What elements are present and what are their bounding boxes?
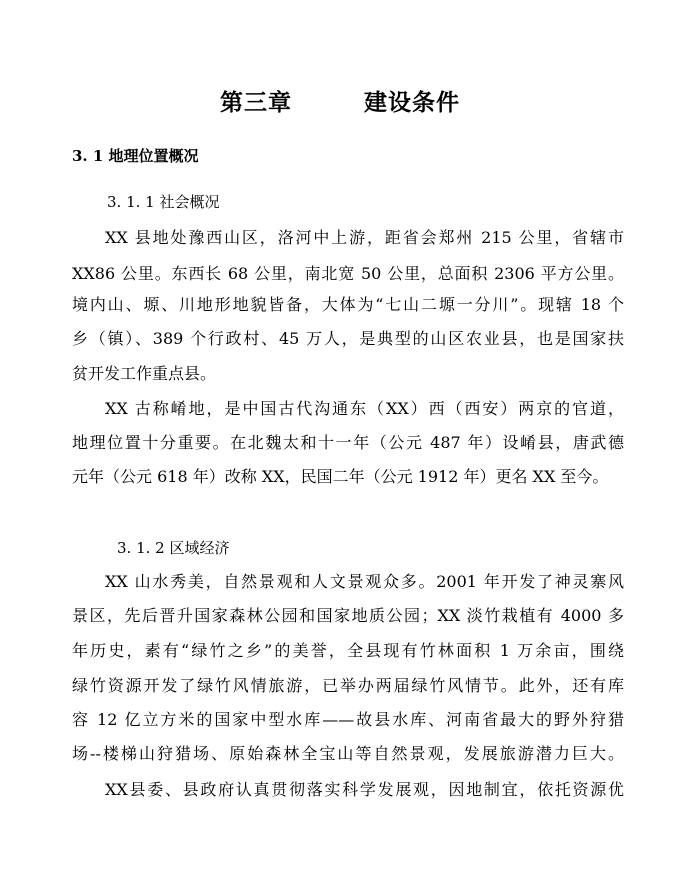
chapter-title: 第三章 建设条件 [220, 89, 460, 116]
paragraph-line: 绿竹资源开发了绿竹风情旅游，已举办两届绿竹风情节。此外，还有库 [72, 676, 624, 695]
paragraph-line: XX86 公里。东西长 68 公里，南北宽 50 公里，总面积 2306 平方公里。 [72, 264, 624, 283]
paragraph-line: 地理位置十分重要。在北魏太和十一年（公元 487 年）设崤县，唐武德 [72, 433, 624, 452]
paragraph-line: 容 12 亿立方米的国家中型水库——故县水库、河南省最大的野外狩猎 [72, 710, 624, 729]
paragraph-line: XX 县地处豫西山区，洛河中上游，距省会郑州 215 公里，省辖市 [105, 228, 624, 247]
paragraph-line: 境内山、塬、川地形地貌皆备，大体为“七山二塬一分川”。现辖 18 个 [72, 295, 624, 314]
paragraph-line: 景区，先后晋升国家森林公园和国家地质公园；XX 淡竹栽植有 4000 多 [72, 606, 624, 625]
paragraph-line: 乡（镇）、389 个行政村、45 万人，是典型的山区农业县，也是国家扶 [72, 329, 624, 348]
subsection-heading-social: 3. 1. 1 社会概况 [107, 193, 220, 211]
paragraph-line: XX 山水秀美，自然景观和人文景观众多。2001 年开发了神灵寨风 [105, 572, 624, 591]
paragraph-line: 元年（公元 618 年）改称 XX，民国二年（公元 1912 年）更名 XX 至今。 [72, 467, 609, 486]
paragraph-line: 场--楼梯山狩猎场、原始森林全宝山等自然景观，发展旅游潜力巨大。 [72, 744, 624, 763]
paragraph-line: 贫开发工作重点县。 [72, 364, 217, 383]
paragraph-line: XX县委、县政府认真贯彻落实科学发展观，因地制宜，依托资源优 [105, 780, 624, 799]
section-heading: 3. 1 地理位置概况 [72, 147, 199, 165]
subsection-heading-economy: 3. 1. 2 区域经济 [117, 539, 230, 557]
paragraph-line: 年历史，素有“绿竹之乡”的美誉，全县现有竹林面积 1 万余亩，围绕 [72, 641, 624, 660]
paragraph-line: XX 古称崤地，是中国古代沟通东（XX）西（西安）两京的官道， [105, 399, 624, 418]
